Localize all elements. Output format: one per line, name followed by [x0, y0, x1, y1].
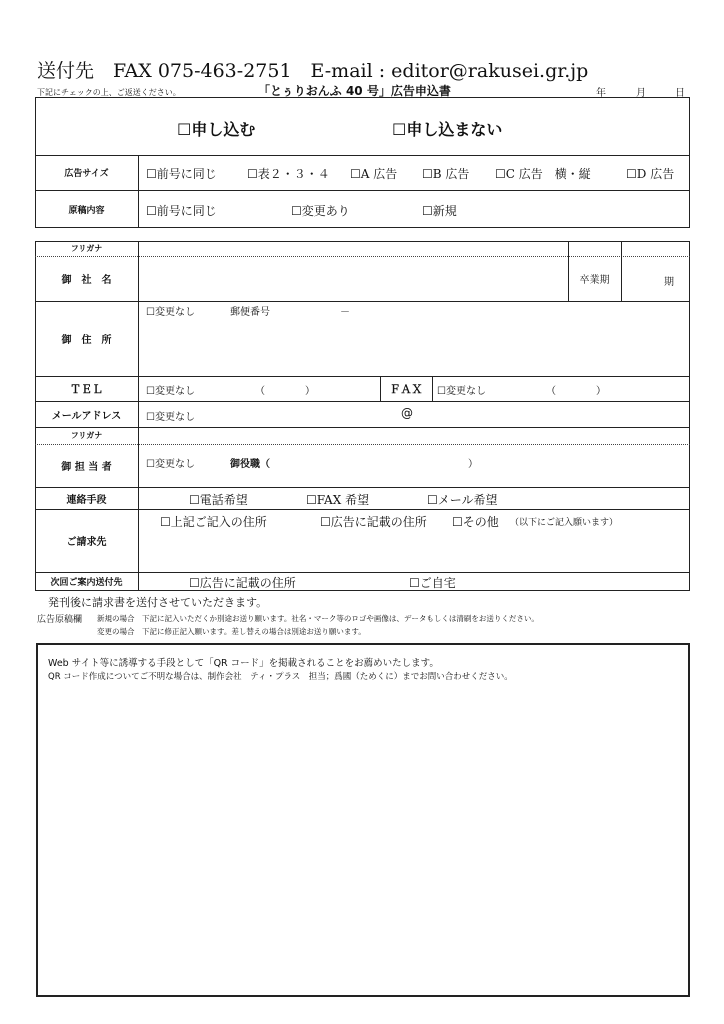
contact-method-label: 連絡手段 [66, 494, 107, 506]
postal-code-label: 郵便番号 [230, 307, 270, 318]
company-name-input[interactable] [140, 258, 566, 299]
address-label: 御 住 所 [61, 335, 112, 346]
graduation-label: 卒業期 [579, 275, 610, 286]
billing-label: ご請求先 [66, 537, 107, 548]
graduation-unit: 期 [664, 277, 674, 288]
fax-no-change-checkbox[interactable]: ☐変更なし [437, 386, 486, 397]
postal-code-dash: － [340, 307, 350, 318]
company-name-label: 御 社 名 [61, 275, 112, 286]
manuscript-option-changed[interactable]: ☐変更あり [291, 204, 350, 218]
manuscript-area[interactable] [36, 643, 690, 997]
new-case-note: 新規の場合 下記に記入いただくか別途お送り願います。社名・マーク等のロゴや画像は、データもしくは清刷をお送りください。 [97, 614, 539, 623]
tel-no-change-checkbox[interactable]: ☐変更なし [146, 386, 195, 397]
fax-label: ＦＡＸ [389, 382, 423, 396]
header-line: 送付先 FAX 075-463-2751 E-mail : editor@rakusei.gr.jp [37, 60, 589, 82]
ad-size-option-d[interactable]: ☐D 広告 [626, 167, 675, 181]
date-day: 日 [675, 88, 685, 99]
apply-checkbox[interactable]: ☐申し込む [177, 120, 256, 139]
tel-area-code: （ ） [255, 386, 315, 397]
billing-other-note: （以下にご記入願います） [510, 518, 619, 528]
billing-option-ad-address[interactable]: ☐広告に記載の住所 [320, 515, 427, 529]
manuscript-option-new[interactable]: ☐新規 [422, 204, 457, 218]
manuscript-option-prev[interactable]: ☐前号に同じ [146, 204, 217, 218]
contact-method-email[interactable]: ☐メール希望 [427, 493, 498, 507]
position-close: ） [468, 459, 478, 470]
invoice-note: 発刊後に請求書を送付させていただきます。 [48, 596, 268, 609]
address-no-change-checkbox[interactable]: ☐変更なし [146, 307, 195, 318]
ad-size-option-a[interactable]: ☐A 広告 [350, 167, 398, 181]
contact-person-label: 御 担 当 者 [61, 462, 112, 473]
contact-method-fax[interactable]: ☐FAX 希望 [306, 493, 370, 507]
billing-option-other[interactable]: ☐その他 [452, 515, 499, 529]
contact-furigana-label: フリガナ [70, 431, 103, 440]
instruction-text: 下記にチェックの上、ご返送ください。 [37, 88, 181, 97]
date-month: 月 [636, 88, 646, 99]
fax-area-code: （ ） [546, 386, 606, 397]
next-notice-ad-address[interactable]: ☐広告に記載の住所 [189, 576, 296, 590]
company-furigana-label: フリガナ [70, 244, 103, 253]
decline-checkbox[interactable]: ☐申し込まない [392, 120, 503, 139]
tel-label: ＴＥＬ [70, 382, 103, 396]
contact-no-change-checkbox[interactable]: ☐変更なし [146, 459, 195, 470]
ad-size-option-c[interactable]: ☐C 広告 横・縦 [495, 167, 591, 181]
position-label: 御役職（ [230, 459, 270, 470]
next-notice-home[interactable]: ☐ご自宅 [409, 576, 456, 590]
contact-method-phone[interactable]: ☐電話希望 [189, 493, 248, 507]
form-title: 「とぅりおんふ 40 号」広告申込書 [258, 84, 451, 98]
ad-size-option-cover[interactable]: ☐表２・３・４ [247, 167, 330, 181]
manuscript-label: 原稿内容 [68, 205, 105, 216]
billing-option-above[interactable]: ☐上記ご記入の住所 [160, 515, 267, 529]
email-label: メールアドレス [51, 410, 122, 422]
next-notice-label: 次回ご案内送付先 [50, 578, 123, 588]
date-year: 年 [596, 88, 606, 99]
change-case-note: 変更の場合 下記に修正記入願います。差し替えの場合は別途お送り願います。 [97, 627, 366, 636]
email-at-sign: @ [401, 406, 413, 420]
ad-size-label: 広告サイズ [64, 169, 109, 179]
manuscript-column-label: 広告原稿欄 [37, 615, 83, 625]
qr-contact-note: QR コード作成についてご不明な場合は、制作会社 ティ・プラス 担当；爲國（ためくに）までお問い合わせください。 [48, 672, 513, 682]
qr-recommendation: Web サイト等に誘導する手段として「QR コード」を掲載されることをお薦めいたします。 [48, 658, 439, 669]
email-no-change-checkbox[interactable]: ☐変更なし [146, 412, 195, 423]
ad-size-option-prev[interactable]: ☐前号に同じ [146, 167, 217, 181]
ad-size-option-b[interactable]: ☐B 広告 [422, 167, 470, 181]
